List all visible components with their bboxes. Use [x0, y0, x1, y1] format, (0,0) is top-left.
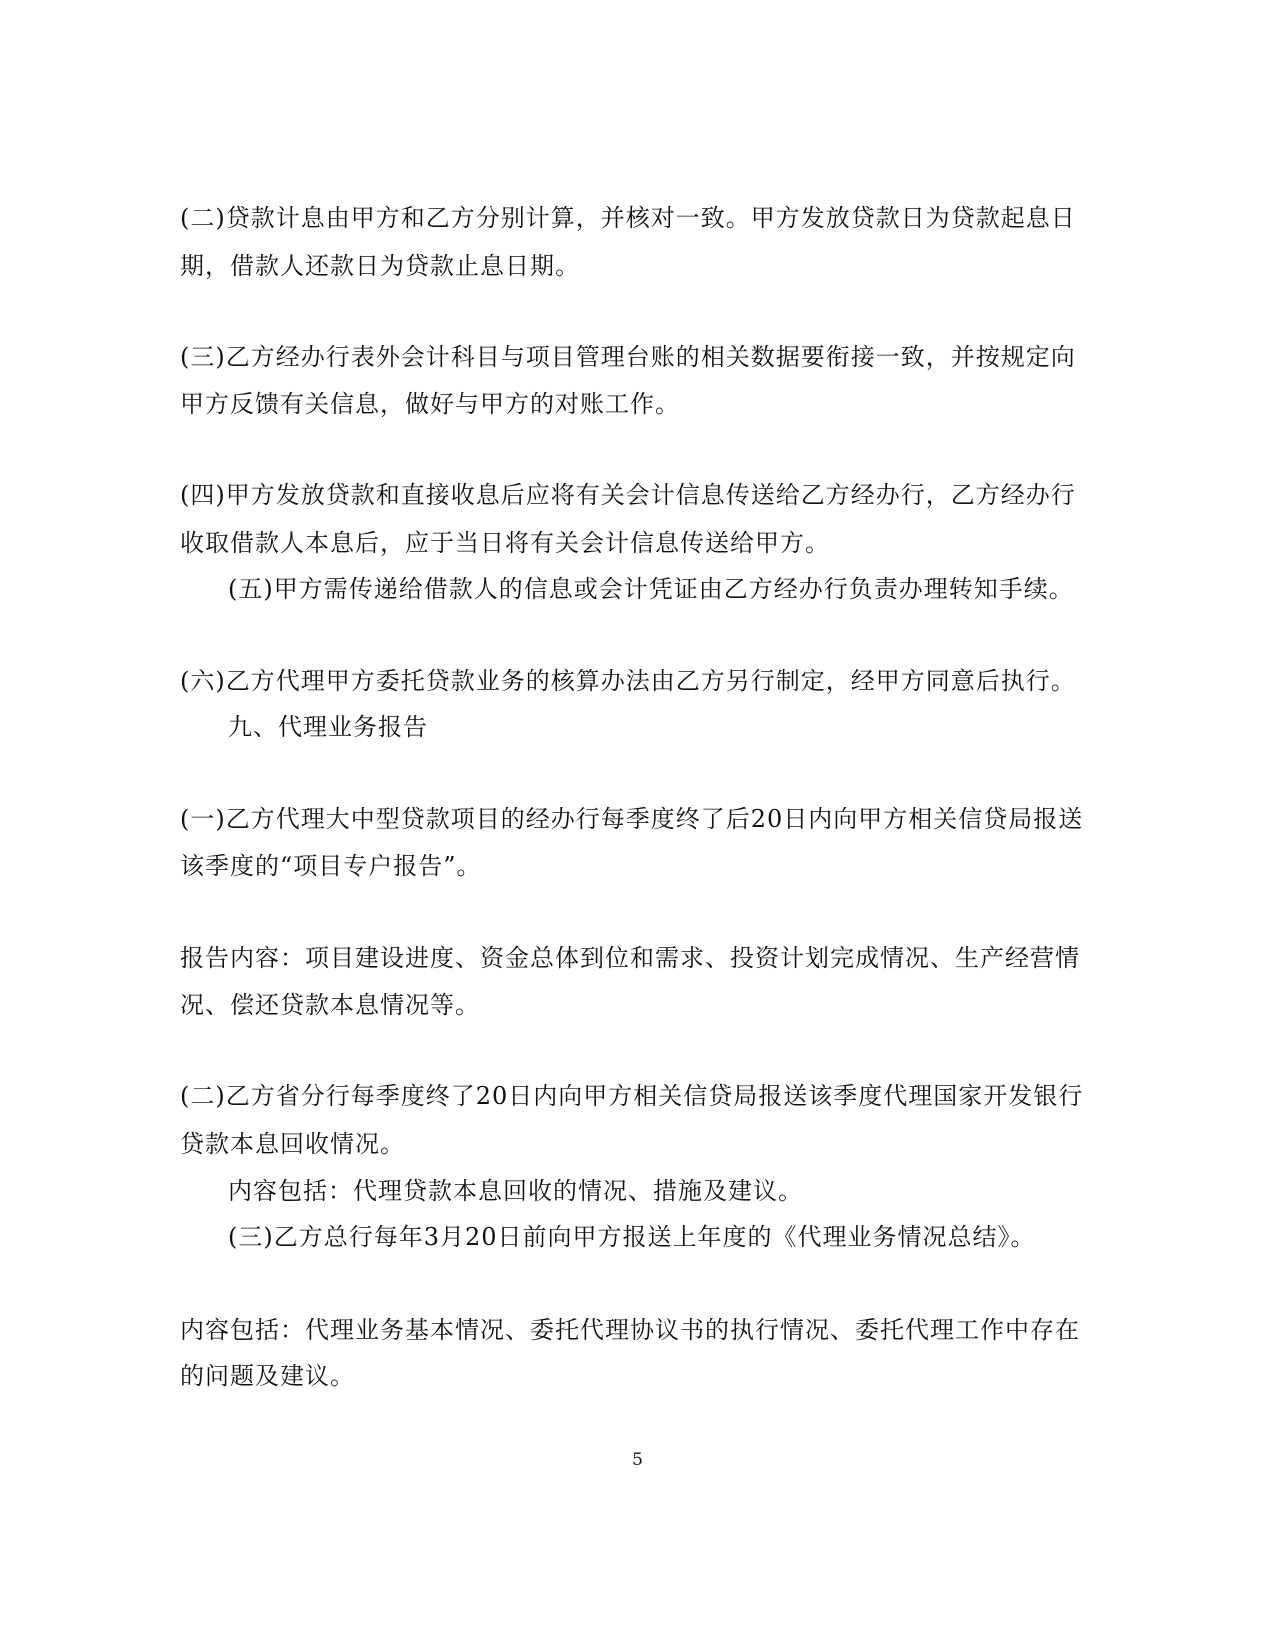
report-item-1-line-1: (一)乙方代理大中型贷款项目的经办行每季度终了后20日内向甲方相关信贷局报送 — [180, 805, 1084, 833]
paragraph-4-line-1: (四)甲方发放贷款和直接收息后应将有关会计信息传送给乙方经办行，乙方经办行 — [180, 481, 1076, 509]
report-content-line-1: 报告内容：项目建设进度、资金总体到位和需求、投资计划完成情况、生产经营情 — [180, 944, 1080, 972]
report-item-3-content-line-1: 内容包括：代理业务基本情况、委托代理协议书的执行情况、委托代理工作中存在 — [180, 1316, 1080, 1344]
report-item-3-line-1: (三)乙方总行每年3月20日前向甲方报送上年度的《代理业务情况总结》。 — [228, 1223, 1036, 1251]
report-item-2-content: 内容包括：代理贷款本息回收的情况、措施及建议。 — [228, 1177, 803, 1205]
report-item-2-line-2: 贷款本息回收情况。 — [180, 1130, 405, 1158]
paragraph-4-line-2: 收取借款人本息后，应于当日将有关会计信息传送给甲方。 — [180, 529, 830, 557]
report-content-line-2: 况、偿还贷款本息情况等。 — [180, 991, 480, 1019]
report-item-3-content-line-2: 的问题及建议。 — [180, 1362, 355, 1390]
report-item-2-line-1: (二)乙方省分行每季度终了20日内向甲方相关信贷局报送该季度代理国家开发银行 — [180, 1082, 1084, 1110]
report-item-1-line-2: 该季度的“项目专户报告”。 — [180, 852, 482, 880]
paragraph-2-line-2: 期，借款人还款日为贷款止息日期。 — [180, 252, 580, 280]
paragraph-2-line-1: (二)贷款计息由甲方和乙方分别计算，并核对一致。甲方发放贷款日为贷款起息日 — [180, 204, 1076, 232]
paragraph-3-line-1: (三)乙方经办行表外会计科目与项目管理台账的相关数据要衔接一致，并按规定向 — [180, 343, 1076, 371]
paragraph-6-line-1: (六)乙方代理甲方委托贷款业务的核算办法由乙方另行制定，经甲方同意后执行。 — [180, 667, 1076, 695]
page-number: 5 — [632, 1450, 643, 1470]
section-heading: 九、代理业务报告 — [228, 713, 428, 741]
paragraph-3-line-2: 甲方反馈有关信息，做好与甲方的对账工作。 — [180, 390, 680, 418]
paragraph-5-line-1: (五)甲方需传递给借款人的信息或会计凭证由乙方经办行负责办理转知手续。 — [228, 575, 1074, 603]
